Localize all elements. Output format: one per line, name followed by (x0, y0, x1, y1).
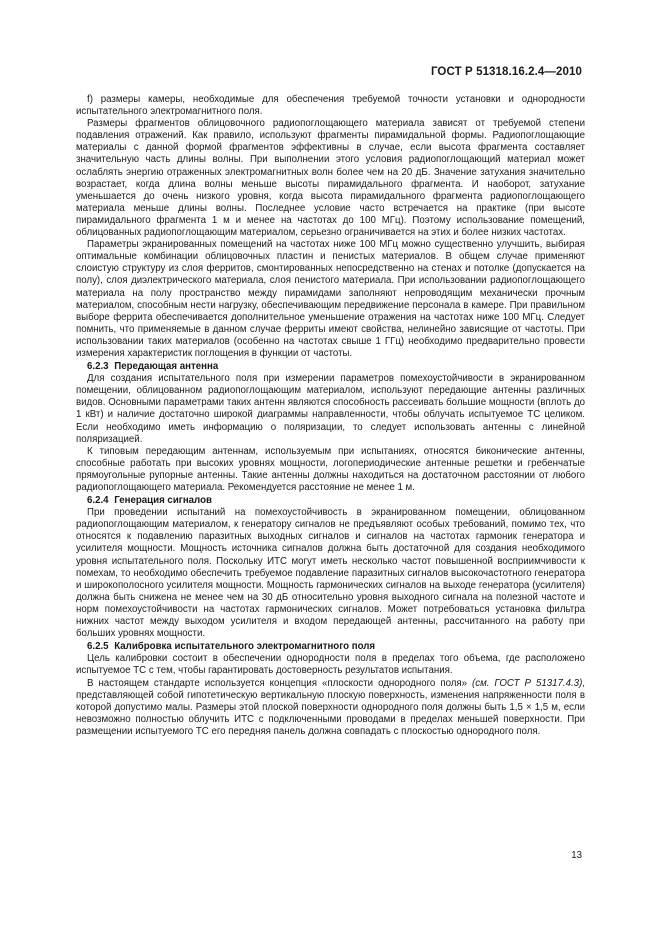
section-heading-6-2-5 (76, 641, 585, 653)
section-heading-6-2-3 (76, 361, 585, 373)
section-title: Передающая антенна (114, 361, 219, 373)
section-number: 6.2.3 (87, 361, 109, 373)
paragraph: f) размеры камеры, необходимые для обеспечения требуемой точности установки и однородности испытательного электромагнитного поля. (76, 94, 585, 118)
paragraph-text: В настоящем стандарте используется концепция «плоскости однородного поля» (87, 677, 473, 689)
section-number: 6.2.4 (87, 495, 109, 507)
body-text (76, 94, 585, 738)
paragraph-text: , представляющей собой гипотетическую вертикальную плоскую поверхность, изменения напряженности поля в которой допустимо малы. Размеры этой плоской поверхности однородного поля должны быть 1,5 × 1,5 м, если невозможно полностью облучить ИТС с подключенными проводами в пределах меньшей поверхности. При размещении испытуемого ТС его передняя панель должна совпадать с плоскостью однородного поля. (76, 677, 585, 737)
standard-reference: (см. ГОСТ Р 51317.4.3) (472, 677, 583, 689)
standard-header: ГОСТ Р 51318.16.2.4—2010 (430, 66, 582, 78)
section-heading-6-2-4 (76, 495, 585, 507)
paragraph: Параметры экранированных помещений на частотах ниже 100 МГц можно существенно улучшить, выбирая оптимальные комбинации облицовочных пластин и пенистых материалов. В общем случае применяют слоистую структуру из слоя ферритов, смонтированных непосредственно на стенах и потолке (допускается на полу), слоя диэлектрического материала, слоя пенистого материала. При использовании радиопоглощающего материала на полу пространство между пирамидами заполняют непроводящим механически прочным материалом, способным нести нагрузку, обеспечивающим передвижение персонала в камере. При правильном выборе феррита обеспечивается дополнительное уменьшение отражения на частотах ниже 100 МГц. Следует помнить, что применяемые в данном случае ферриты имеют свойства, нелинейно зависящие от частоты. При использовании таких материалов (особенно на частотах свыше 1 ГГц) необходимо предварительно провести измерения характеристик поглощения в функции от частоты. (76, 239, 585, 359)
section-number: 6.2.5 (87, 641, 109, 653)
page-number: 13 (571, 850, 582, 861)
paragraph: Размеры фрагментов облицовочного радиопоглощающего материала зависят от требуемой степени подавления отражений. Как правило, используют фрагменты пирамидальной формы. Радиопоглощающие материалы с данной формой фрагментов эффективны в случае, если высота фрагмента составляет значительную часть длины волны. При выполнении этого условия радиопоглощающий материал может ослаблять энергию отраженных электромагнитных волн более чем на 20 дБ. Значение затухания значительно возрастает, когда длина волны меньше высоты пирамидального фрагмента. И наоборот, затухание уменьшается до очень низкого уровня, когда высота пирамидального фрагмента радиопоглощающего материала меньше длины волны. Последнее условие часто встречается на практике (при высоте пирамидального фрагмента 1 м и менее на частотах до 100 МГц). Поэтому использование помещений, облицованных радиопоглощающим материалом, серьезно ограничивается на этих и более низких частотах. (76, 118, 585, 239)
paragraph: Цель калибровки состоит в обеспечении однородности поля в пределах того объема, где расположено испытуемое ТС с тем, чтобы гарантировать достоверность результатов испытания. (76, 653, 585, 677)
paragraph (76, 678, 585, 738)
section-title: Генерация сигналов (114, 495, 212, 507)
paragraph: При проведении испытаний на помехоустойчивость в экранированном помещении, облицованном радиопоглощающим материалом, к генератору сигналов не предъявляют особых требований, помимо тех, что относятся к подавлению паразитных выходных сигналов и сигналов на частотах гармоник генератора и усилителя мощности. Мощность источника сигналов должна быть достаточной для создания необходимого уровня испытательного поля. Поскольку ИТС могут иметь несколько частот повышенной восприимчивости к помехам, то необходимо обеспечить требуемое подавление паразитных сигналов высокочастотного генератора и широкополосного усилителя мощности. Мощность гармонических сигналов на выходе генератора (усилителя) должна быть снижена не менее чем на 30 дБ относительно уровня выходного сигнала на полезной частоте и норм помехоустойчивости на частотах гармонических сигналов. Может потребоваться установка фильтра нижних частот между выходом усилителя и входом передающей антенны, рассчитанного на работу при больших уровнях мощности. (76, 507, 585, 640)
paragraph: Для создания испытательного поля при измерении параметров помехоустойчивости в экранированном помещении, облицованном радиопоглощающим материалом, используют передающие антенны различных видов. Основными параметрами таких антенн являются способность рассеивать большие мощности (вплоть до 1 кВт) и наличие достаточно широкой диаграммы направленности, чтобы облучать испытуемое ТС целиком. Если необходимо иметь информацию о поляризации, то следует использовать антенны с линейной поляризацией. (76, 373, 585, 445)
section-title: Калибровка испытательного электромагнитного поля (114, 641, 376, 653)
paragraph: К типовым передающим антеннам, используемым при испытаниях, относятся биконические антенны, способные работать при высоких уровнях мощности, логопериодические антенные решетки и гребенчатые прямоугольные рупорные антенны. Такие антенны должны находиться на достаточном расстоянии от любого радиопоглощающего материала. Рекомендуется расстояние не менее 1 м. (76, 445, 585, 493)
